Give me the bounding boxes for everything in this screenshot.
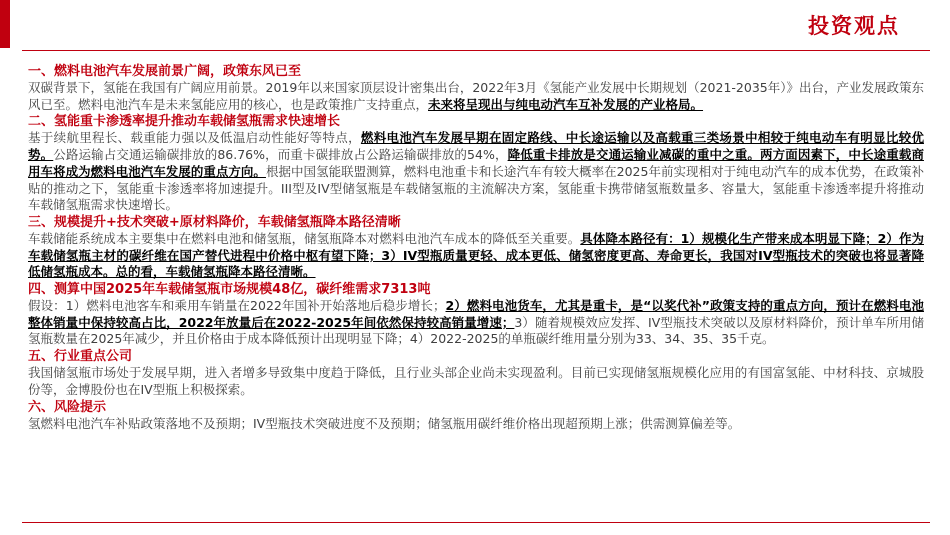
page-title: 投资观点 xyxy=(808,14,900,38)
body-text: 基于续航里程长、载重能力强以及低温启动性能好等特点， xyxy=(28,130,361,146)
section-paragraph xyxy=(28,231,924,281)
section-paragraph xyxy=(28,365,924,398)
body-text: 双碳背景下，氢能在我国有广阔应用前景。2019年以来国家顶层设计密集出台，2022年3月《氢能产业发展中长期规划（2021-2035年）》出台，产业发展政策东风已至。燃料电池汽车是未来氢能应用的核心，也是政策推广支持重点， xyxy=(28,80,924,112)
section-paragraph xyxy=(28,130,924,214)
report-body xyxy=(28,63,924,432)
section-paragraph xyxy=(28,80,924,113)
emphasized-text: 降低重卡排放是交通运输业减碳的重中之重。两方面因素下，中长途重载商用车将成为燃料电池汽车发展的重点方向。 xyxy=(28,147,924,179)
footer-divider xyxy=(22,522,930,523)
body-text: 车载储能系统成本主要集中在燃料电池和储氢瓶，储氢瓶降本对燃料电池汽车成本的降低至关重要。 xyxy=(28,230,581,246)
body-text: 3）随着规模效应发挥、IV型瓶技术突破以及原材料降价，预计单车所用储氢瓶数量在2025年减少，并且价格由于成本降低预计出现明显下降；4）2022-2025的单瓶碳纤维用量分别为33、34、35、35千克。 xyxy=(28,314,924,347)
section-paragraph xyxy=(28,416,924,433)
emphasized-text: 燃料电池汽车发展早期在固定路线、中长途运输以及高载重三类场景中相较于纯电动车有明显比较优势。 xyxy=(28,130,924,163)
section-heading: 五、行业重点公司 xyxy=(28,349,133,365)
section-heading: 一、燃料电池汽车发展前景广阔，政策东风已至 xyxy=(28,64,302,79)
section-heading: 六、风险提示 xyxy=(28,399,107,415)
header-accent-bar xyxy=(0,0,10,48)
body-text: 氢燃料电池汽车补贴政策落地不及预期；IV型瓶技术突破进度不及预期；储氢瓶用碳纤维价格出现超预期上涨；供需测算偏差等。 xyxy=(28,415,741,431)
section-paragraph xyxy=(28,298,924,348)
section-heading: 三、规模提升+技术突破+原材料降价，车载储氢瓶降本路径清晰 xyxy=(28,214,401,230)
section-heading: 二、氢能重卡渗透率提升推动车载储氢瓶需求快速增长 xyxy=(28,114,341,130)
body-text: 假设：1）燃料电池客车和乘用车销量在2022年国补开始落地后稳步增长； xyxy=(28,298,446,314)
emphasized-text: 具体降本路径有：1）规模化生产带来成本明显下降；2）作为车载储氢瓶主材的碳纤维在国产替代进程中价格中枢有望下降；3）IV型瓶质量更轻、成本更低、储氢密度更高、寿命更长，我国对IV型瓶技术的突破也将显著降低储氢瓶成本。总的看，车载储氢瓶降本路径清晰。 xyxy=(28,230,924,280)
emphasized-text: 2）燃料电池货车，尤其是重卡，是“以奖代补”政策支持的重点方向，预计在燃料电池整体销量中保持较高占比，2022年放量后在2022-2025年间依然保持较高销量增速； xyxy=(28,298,924,330)
emphasized-text: 未来将呈现出与纯电动汽车互补发展的产业格局。 xyxy=(428,96,704,112)
body-text: 公路运输占交通运输碳排放的86.76%，而重卡碳排放占公路运输碳排放的54%， xyxy=(53,147,508,163)
body-text: 我国储氢瓶市场处于发展早期，进入者增多导致集中度趋于降低，且行业头部企业尚未实现盈利。目前已实现储氢瓶规模化应用的有国富氢能、中材科技、京城股份等，金博股份也在IV型瓶上积极探索。 xyxy=(28,365,924,397)
header-divider xyxy=(22,50,930,51)
section-heading: 四、测算中国2025年车载储氢瓶市场规模48亿，碳纤维需求7313吨 xyxy=(28,282,431,298)
body-text: 根据中国氢能联盟测算，燃料电池重卡和长途汽车有较大概率在2025年前实现相对于纯电动汽车的成本优势，在政策补贴的推动之下，氢能重卡渗透率将加速提升。III型及IV型储氢瓶是车载储氢瓶的主流解决方案，氢能重卡携带储氢瓶数量多、容量大，氢能重卡渗透率提升将推动车载储氢瓶需求快速增长。 xyxy=(28,163,924,213)
